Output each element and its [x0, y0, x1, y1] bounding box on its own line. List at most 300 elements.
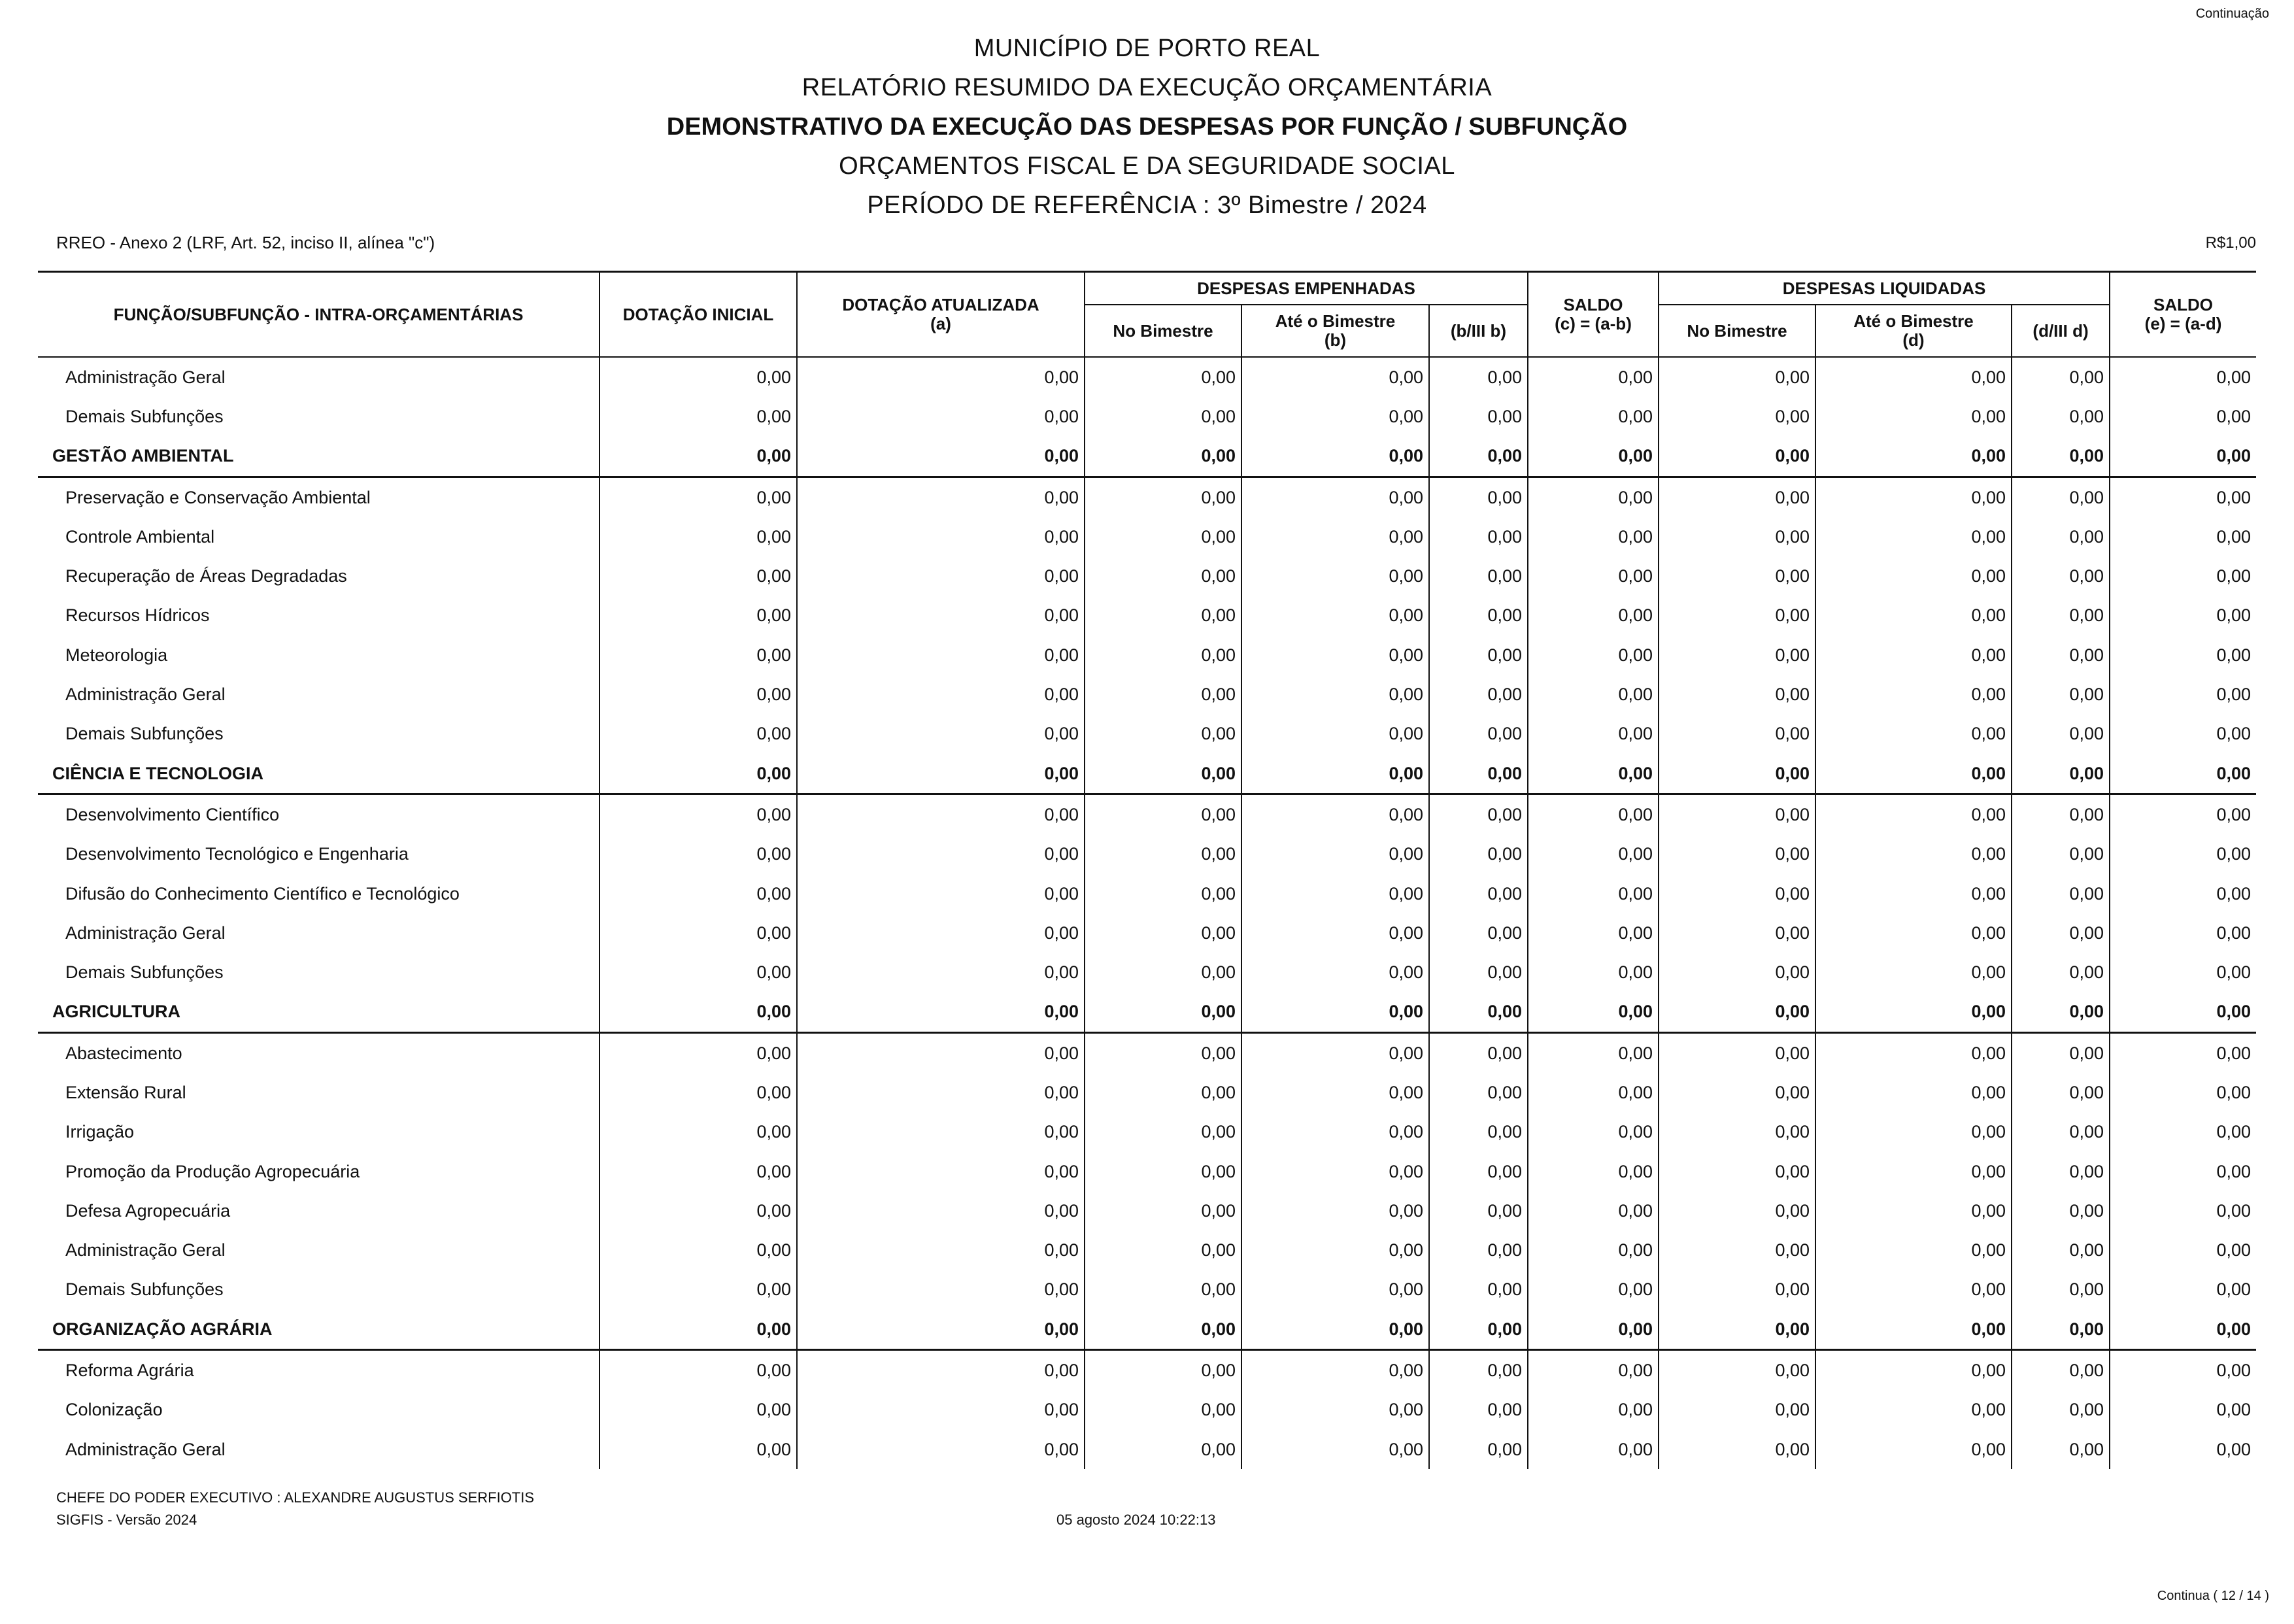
row-value: 0,00: [1085, 1270, 1241, 1310]
row-value: 0,00: [1528, 1231, 1659, 1270]
row-value: 0,00: [599, 715, 797, 754]
row-value: 0,00: [1241, 754, 1429, 794]
function-total-row: [38, 1310, 2256, 1350]
row-label: Demais Subfunções: [38, 953, 599, 992]
subfunction-row: [38, 1350, 2256, 1391]
row-value: 0,00: [2110, 1113, 2256, 1152]
row-value: 0,00: [1085, 357, 1241, 397]
row-value: 0,00: [2110, 913, 2256, 953]
row-value: 0,00: [1085, 1231, 1241, 1270]
row-value: 0,00: [2110, 835, 2256, 874]
row-value: 0,00: [2110, 675, 2256, 714]
subfunction-row: [38, 1270, 2256, 1310]
row-value: 0,00: [2012, 835, 2110, 874]
row-value: 0,00: [1815, 1152, 2012, 1191]
row-value: 0,00: [599, 1033, 797, 1074]
row-value: 0,00: [1429, 1033, 1528, 1074]
row-value: 0,00: [1815, 517, 2012, 556]
row-value: 0,00: [1528, 675, 1659, 714]
row-value: 0,00: [2012, 715, 2110, 754]
row-value: 0,00: [797, 1391, 1085, 1430]
row-label: CIÊNCIA E TECNOLOGIA: [38, 754, 599, 794]
row-value: 0,00: [1429, 437, 1528, 477]
row-value: 0,00: [1528, 1113, 1659, 1152]
row-value: 0,00: [1528, 635, 1659, 675]
row-value: 0,00: [2012, 1191, 2110, 1230]
subfunction-row: [38, 357, 2256, 397]
row-value: 0,00: [1659, 992, 1815, 1033]
row-value: 0,00: [1241, 1152, 1429, 1191]
header-settled-pct: (d/III d): [2012, 305, 2110, 357]
row-value: 0,00: [1429, 1152, 1528, 1191]
row-value: 0,00: [599, 874, 797, 913]
row-label: Recuperação de Áreas Degradadas: [38, 556, 599, 596]
row-value: 0,00: [1815, 437, 2012, 477]
row-value: 0,00: [2012, 1113, 2110, 1152]
row-value: 0,00: [797, 1191, 1085, 1230]
row-label: Administração Geral: [38, 675, 599, 714]
system-version-footer: SIGFIS - Versão 2024: [56, 1512, 197, 1528]
row-value: 0,00: [1241, 1033, 1429, 1074]
row-value: 0,00: [1528, 1073, 1659, 1112]
row-value: 0,00: [1815, 953, 2012, 992]
row-value: 0,00: [1429, 1191, 1528, 1230]
row-value: 0,00: [797, 953, 1085, 992]
subfunction-row: [38, 1073, 2256, 1112]
header-settled-to-date: [1815, 305, 2012, 357]
row-value: 0,00: [1528, 715, 1659, 754]
row-value: 0,00: [1659, 635, 1815, 675]
row-value: 0,00: [1429, 913, 1528, 953]
row-value: 0,00: [1241, 1270, 1429, 1310]
row-value: 0,00: [599, 1310, 797, 1350]
header-updated-allocation-label: DOTAÇÃO ATUALIZADA: [842, 295, 1039, 314]
row-value: 0,00: [1659, 1391, 1815, 1430]
period-title: PERÍODO DE REFERÊNCIA : 3º Bimestre / 2024: [867, 192, 1427, 219]
budgets-title: ORÇAMENTOS FISCAL E DA SEGURIDADE SOCIAL: [839, 152, 1455, 180]
row-value: 0,00: [1659, 357, 1815, 397]
row-value: 0,00: [2110, 794, 2256, 835]
row-label: Demais Subfunções: [38, 397, 599, 436]
row-value: 0,00: [599, 794, 797, 835]
subfunction-row: [38, 1430, 2256, 1469]
row-value: 0,00: [1085, 953, 1241, 992]
function-total-row: [38, 754, 2256, 794]
row-value: 0,00: [1815, 596, 2012, 635]
row-value: 0,00: [1085, 874, 1241, 913]
header-balance-e-label: SALDO: [2153, 295, 2214, 314]
row-value: 0,00: [2012, 397, 2110, 436]
row-value: 0,00: [1815, 992, 2012, 1033]
function-total-row: [38, 992, 2256, 1033]
row-value: 0,00: [1528, 794, 1659, 835]
row-value: 0,00: [1085, 596, 1241, 635]
row-label: Abastecimento: [38, 1033, 599, 1074]
row-value: 0,00: [599, 1152, 797, 1191]
subfunction-row: [38, 517, 2256, 556]
row-value: 0,00: [2012, 477, 2110, 517]
row-value: 0,00: [1815, 913, 2012, 953]
row-value: 0,00: [1815, 397, 2012, 436]
row-value: 0,00: [2012, 437, 2110, 477]
row-value: 0,00: [1815, 1310, 2012, 1350]
row-value: 0,00: [2012, 992, 2110, 1033]
row-value: 0,00: [1241, 437, 1429, 477]
row-value: 0,00: [599, 477, 797, 517]
row-value: 0,00: [797, 397, 1085, 436]
executive-footer: CHEFE DO PODER EXECUTIVO : ALEXANDRE AUGUSTUS SERFIOTIS: [56, 1489, 535, 1506]
row-value: 0,00: [1528, 874, 1659, 913]
annex-label: RREO - Anexo 2 (LRF, Art. 52, inciso II, alínea "c"): [56, 233, 435, 252]
row-value: 0,00: [2110, 397, 2256, 436]
row-value: 0,00: [1085, 715, 1241, 754]
row-value: 0,00: [599, 754, 797, 794]
row-value: 0,00: [1241, 715, 1429, 754]
row-value: 0,00: [797, 754, 1085, 794]
row-label: Reforma Agrária: [38, 1350, 599, 1391]
row-value: 0,00: [2110, 556, 2256, 596]
row-value: 0,00: [1528, 1033, 1659, 1074]
row-value: 0,00: [1815, 1113, 2012, 1152]
row-value: 0,00: [797, 1073, 1085, 1112]
subfunction-row: [38, 1033, 2256, 1074]
row-label: Desenvolvimento Tecnológico e Engenharia: [38, 835, 599, 874]
report-title: RELATÓRIO RESUMIDO DA EXECUÇÃO ORÇAMENTÁRIA: [801, 74, 1493, 101]
row-value: 0,00: [1429, 953, 1528, 992]
row-value: 0,00: [1241, 1391, 1429, 1430]
row-value: 0,00: [797, 477, 1085, 517]
row-value: 0,00: [2012, 1073, 2110, 1112]
header-updated-allocation-sub: (a): [930, 314, 951, 333]
row-value: 0,00: [1659, 953, 1815, 992]
row-value: 0,00: [2110, 953, 2256, 992]
row-value: 0,00: [797, 675, 1085, 714]
row-value: 0,00: [2012, 794, 2110, 835]
header-settled-to-date-sub: (d): [1902, 330, 1925, 350]
row-value: 0,00: [1659, 874, 1815, 913]
row-value: 0,00: [2012, 1350, 2110, 1391]
row-value: 0,00: [1085, 635, 1241, 675]
subfunction-row: [38, 1191, 2256, 1230]
row-value: 0,00: [1241, 1350, 1429, 1391]
row-value: 0,00: [1241, 357, 1429, 397]
row-value: 0,00: [2110, 1310, 2256, 1350]
function-total-row: [38, 437, 2256, 477]
row-value: 0,00: [1815, 874, 2012, 913]
row-value: 0,00: [1815, 715, 2012, 754]
row-value: 0,00: [2012, 1152, 2110, 1191]
row-value: 0,00: [2110, 1231, 2256, 1270]
row-value: 0,00: [1241, 992, 1429, 1033]
row-value: 0,00: [1429, 477, 1528, 517]
row-value: 0,00: [1085, 1152, 1241, 1191]
row-value: 0,00: [1528, 1191, 1659, 1230]
row-value: 0,00: [1528, 1270, 1659, 1310]
row-value: 0,00: [1528, 754, 1659, 794]
row-value: 0,00: [797, 635, 1085, 675]
row-value: 0,00: [1085, 1391, 1241, 1430]
row-value: 0,00: [1659, 675, 1815, 714]
row-value: 0,00: [797, 1270, 1085, 1310]
row-value: 0,00: [1429, 1391, 1528, 1430]
table-body: [38, 357, 2256, 1469]
row-value: 0,00: [1241, 1113, 1429, 1152]
header-balance-c-sub: (c) = (a-b): [1555, 314, 1632, 333]
row-value: 0,00: [1659, 397, 1815, 436]
row-value: 0,00: [1085, 794, 1241, 835]
row-value: 0,00: [1429, 794, 1528, 835]
row-value: 0,00: [1241, 397, 1429, 436]
row-value: 0,00: [797, 556, 1085, 596]
subfunction-row: [38, 397, 2256, 436]
row-label: Administração Geral: [38, 1430, 599, 1469]
row-value: 0,00: [1085, 1310, 1241, 1350]
row-label: Demais Subfunções: [38, 1270, 599, 1310]
row-value: 0,00: [2110, 992, 2256, 1033]
row-value: 0,00: [797, 874, 1085, 913]
currency-unit: R$1,00: [2205, 234, 2256, 252]
row-label: Recursos Hídricos: [38, 596, 599, 635]
subfunction-row: [38, 1113, 2256, 1152]
subfunction-row: [38, 794, 2256, 835]
row-value: 0,00: [1241, 675, 1429, 714]
row-value: 0,00: [599, 1231, 797, 1270]
row-value: 0,00: [797, 835, 1085, 874]
row-value: 0,00: [2110, 754, 2256, 794]
subfunction-row: [38, 477, 2256, 517]
row-label: Demais Subfunções: [38, 715, 599, 754]
row-value: 0,00: [1815, 835, 2012, 874]
row-label: Colonização: [38, 1391, 599, 1430]
row-value: 0,00: [1085, 1191, 1241, 1230]
header-committed-bimester: No Bimestre: [1085, 305, 1241, 357]
row-value: 0,00: [2110, 1391, 2256, 1430]
row-value: 0,00: [1659, 1350, 1815, 1391]
row-value: 0,00: [1085, 754, 1241, 794]
row-value: 0,00: [1528, 1350, 1659, 1391]
row-value: 0,00: [1528, 357, 1659, 397]
row-value: 0,00: [1528, 517, 1659, 556]
row-value: 0,00: [1241, 794, 1429, 835]
row-value: 0,00: [599, 1191, 797, 1230]
row-value: 0,00: [2110, 437, 2256, 477]
row-value: 0,00: [599, 397, 797, 436]
row-value: 0,00: [1815, 1073, 2012, 1112]
row-value: 0,00: [1085, 1430, 1241, 1469]
row-label: Administração Geral: [38, 357, 599, 397]
row-value: 0,00: [2110, 1430, 2256, 1469]
header-balance-c: [1528, 272, 1659, 358]
row-value: 0,00: [599, 1270, 797, 1310]
row-value: 0,00: [1815, 1391, 2012, 1430]
row-value: 0,00: [1241, 913, 1429, 953]
row-value: 0,00: [1528, 556, 1659, 596]
row-value: 0,00: [1429, 715, 1528, 754]
row-value: 0,00: [1659, 556, 1815, 596]
row-label: Irrigação: [38, 1113, 599, 1152]
row-value: 0,00: [1429, 992, 1528, 1033]
row-value: 0,00: [1815, 477, 2012, 517]
row-value: 0,00: [1429, 1073, 1528, 1112]
row-value: 0,00: [797, 1033, 1085, 1074]
row-value: 0,00: [1429, 596, 1528, 635]
subfunction-row: [38, 874, 2256, 913]
row-value: 0,00: [1528, 953, 1659, 992]
row-value: 0,00: [1085, 913, 1241, 953]
header-committed-to-date-label: Até o Bimestre: [1275, 311, 1396, 331]
row-value: 0,00: [797, 517, 1085, 556]
row-value: 0,00: [1085, 1113, 1241, 1152]
row-value: 0,00: [1815, 1430, 2012, 1469]
row-value: 0,00: [1528, 596, 1659, 635]
row-value: 0,00: [2012, 754, 2110, 794]
row-value: 0,00: [1659, 437, 1815, 477]
row-value: 0,00: [1815, 556, 2012, 596]
row-value: 0,00: [797, 794, 1085, 835]
continuation-top-label: Continuação: [2195, 7, 2269, 21]
row-value: 0,00: [797, 992, 1085, 1033]
row-value: 0,00: [1241, 1310, 1429, 1350]
row-value: 0,00: [1085, 437, 1241, 477]
row-value: 0,00: [599, 835, 797, 874]
row-value: 0,00: [1659, 1033, 1815, 1074]
row-label: Meteorologia: [38, 635, 599, 675]
header-balance-e: [2110, 272, 2256, 358]
row-value: 0,00: [1659, 1231, 1815, 1270]
row-label: GESTÃO AMBIENTAL: [38, 437, 599, 477]
row-value: 0,00: [1528, 397, 1659, 436]
subfunction-row: [38, 835, 2256, 874]
header-committed-to-date-sub: (b): [1324, 330, 1347, 350]
row-value: 0,00: [1085, 835, 1241, 874]
row-value: 0,00: [1429, 357, 1528, 397]
row-value: 0,00: [2012, 357, 2110, 397]
row-value: 0,00: [1815, 1231, 2012, 1270]
row-value: 0,00: [599, 953, 797, 992]
row-value: 0,00: [1085, 1350, 1241, 1391]
row-value: 0,00: [1659, 835, 1815, 874]
row-value: 0,00: [2110, 1350, 2256, 1391]
row-value: 0,00: [1528, 437, 1659, 477]
header-function: FUNÇÃO/SUBFUNÇÃO - INTRA-ORÇAMENTÁRIAS: [38, 272, 599, 358]
row-value: 0,00: [2110, 1073, 2256, 1112]
row-value: 0,00: [1085, 517, 1241, 556]
row-value: 0,00: [1659, 1191, 1815, 1230]
row-value: 0,00: [1429, 1430, 1528, 1469]
row-value: 0,00: [1241, 1231, 1429, 1270]
row-value: 0,00: [1241, 835, 1429, 874]
subfunction-row: [38, 953, 2256, 992]
row-value: 0,00: [1815, 635, 2012, 675]
row-value: 0,00: [1815, 1191, 2012, 1230]
row-label: Administração Geral: [38, 1231, 599, 1270]
row-value: 0,00: [2110, 874, 2256, 913]
row-value: 0,00: [1659, 596, 1815, 635]
row-value: 0,00: [1528, 1391, 1659, 1430]
row-value: 0,00: [1085, 1033, 1241, 1074]
row-label: Desenvolvimento Científico: [38, 794, 599, 835]
row-value: 0,00: [2012, 556, 2110, 596]
row-label: Promoção da Produção Agropecuária: [38, 1152, 599, 1191]
row-value: 0,00: [2012, 1033, 2110, 1074]
row-value: 0,00: [2012, 953, 2110, 992]
subfunction-row: [38, 635, 2256, 675]
row-value: 0,00: [1815, 357, 2012, 397]
row-value: 0,00: [1659, 794, 1815, 835]
row-value: 0,00: [1429, 397, 1528, 436]
row-value: 0,00: [1429, 1270, 1528, 1310]
row-value: 0,00: [1659, 1270, 1815, 1310]
report-titles: [0, 29, 2294, 225]
row-value: 0,00: [599, 992, 797, 1033]
row-value: 0,00: [797, 596, 1085, 635]
row-value: 0,00: [1815, 794, 2012, 835]
subfunction-row: [38, 1391, 2256, 1430]
row-value: 0,00: [599, 1113, 797, 1152]
row-value: 0,00: [1241, 874, 1429, 913]
row-value: 0,00: [1241, 635, 1429, 675]
row-value: 0,00: [797, 715, 1085, 754]
expenses-table: [38, 271, 2256, 1469]
row-value: 0,00: [797, 913, 1085, 953]
row-value: 0,00: [1528, 1310, 1659, 1350]
header-settled-bimester: No Bimestre: [1659, 305, 1815, 357]
row-value: 0,00: [1659, 1073, 1815, 1112]
row-value: 0,00: [599, 675, 797, 714]
row-value: 0,00: [2012, 874, 2110, 913]
subfunction-row: [38, 675, 2256, 714]
row-value: 0,00: [599, 1350, 797, 1391]
row-value: 0,00: [2110, 1191, 2256, 1230]
row-value: 0,00: [797, 1113, 1085, 1152]
row-value: 0,00: [2110, 357, 2256, 397]
row-value: 0,00: [1241, 1191, 1429, 1230]
subfunction-row: [38, 1152, 2256, 1191]
row-value: 0,00: [1659, 754, 1815, 794]
row-label: Administração Geral: [38, 913, 599, 953]
row-value: 0,00: [599, 517, 797, 556]
row-value: 0,00: [797, 1430, 1085, 1469]
row-value: 0,00: [2012, 1231, 2110, 1270]
row-value: 0,00: [2012, 517, 2110, 556]
row-value: 0,00: [1429, 1231, 1528, 1270]
row-value: 0,00: [1241, 556, 1429, 596]
row-label: Extensão Rural: [38, 1073, 599, 1112]
row-value: 0,00: [1528, 477, 1659, 517]
header-balance-c-label: SALDO: [1563, 295, 1623, 314]
statement-title: DEMONSTRATIVO DA EXECUÇÃO DAS DESPESAS POR FUNÇÃO / SUBFUNÇÃO: [666, 113, 1628, 141]
row-value: 0,00: [1085, 675, 1241, 714]
header-committed-to-date: [1241, 305, 1429, 357]
row-value: 0,00: [797, 1231, 1085, 1270]
row-value: 0,00: [1528, 1430, 1659, 1469]
subfunction-row: [38, 556, 2256, 596]
municipality-title: MUNICÍPIO DE PORTO REAL: [973, 35, 1321, 62]
subfunction-row: [38, 913, 2256, 953]
row-value: 0,00: [1429, 754, 1528, 794]
row-value: 0,00: [1085, 556, 1241, 596]
row-label: Preservação e Conservação Ambiental: [38, 477, 599, 517]
row-value: 0,00: [1085, 992, 1241, 1033]
row-value: 0,00: [1815, 675, 2012, 714]
row-value: 0,00: [2110, 596, 2256, 635]
row-value: 0,00: [1241, 1430, 1429, 1469]
row-value: 0,00: [1815, 1350, 2012, 1391]
row-value: 0,00: [1659, 715, 1815, 754]
row-value: 0,00: [1528, 1152, 1659, 1191]
row-value: 0,00: [2110, 517, 2256, 556]
row-value: 0,00: [599, 1073, 797, 1112]
